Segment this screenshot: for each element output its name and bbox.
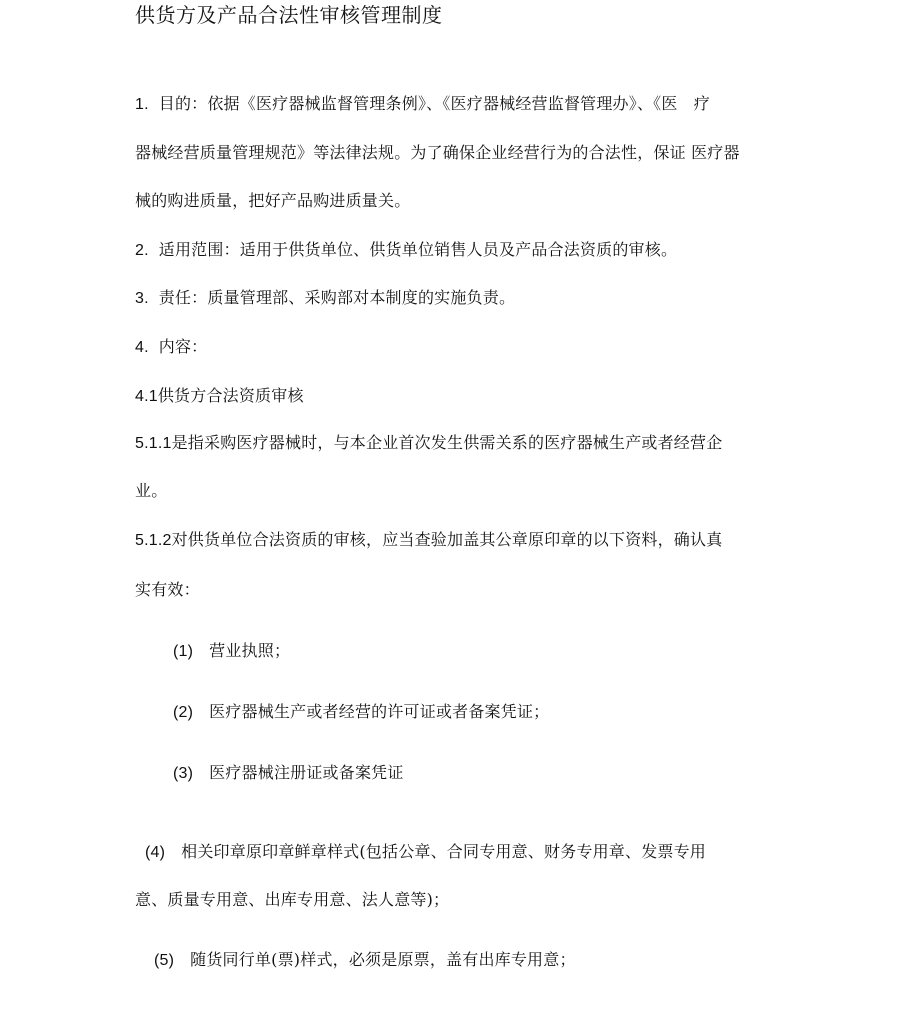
- section-3-number: 3.: [135, 290, 149, 307]
- section-2-number: 2.: [135, 242, 149, 259]
- section-4-1-number: 4.1: [135, 388, 158, 405]
- list-item-number: (1): [173, 643, 194, 660]
- section-3: [135, 288, 515, 309]
- section-4: [135, 337, 207, 358]
- section-4-1-text: 供货方合法资质审核: [157, 386, 304, 405]
- list-item-text: 医疗器械注册证或备案凭证: [209, 763, 404, 782]
- list-item-text: 营业执照；: [209, 641, 291, 660]
- section-1-line-1: [135, 94, 710, 115]
- section-4-text: 内容：: [158, 337, 208, 356]
- section-4-1: [135, 386, 304, 407]
- list-item: [173, 702, 549, 723]
- list-item: [173, 763, 404, 784]
- section-5-1-1-number: 5.1.1: [135, 435, 172, 452]
- list-item: [173, 641, 290, 662]
- list-item-number: (5): [154, 952, 175, 969]
- list-item-number: (4): [145, 844, 166, 861]
- section-5-1-2-line-1: [135, 530, 722, 551]
- list-item-text: 医疗器械生产或者经营的许可证或者备案凭证；: [209, 702, 550, 721]
- list-item-text-2: 意、质量专用意、出库专用意、法人意等)；: [135, 890, 450, 909]
- section-1-text-2: 器械经营质量管理规范》等法律法规。为了确保企业经营行为的合法性，保证 医疗器: [135, 143, 740, 162]
- section-4-number: 4.: [135, 339, 149, 356]
- section-2-text: 适用范围：适用于供货单位、供货单位销售人员及产品合法资质的审核。: [158, 240, 678, 259]
- section-1-text-3: 械的购进质量，把好产品购进质量关。: [135, 191, 411, 210]
- section-5-1-1-text-2: 业。: [135, 481, 168, 500]
- section-1-number: 1.: [135, 96, 149, 113]
- list-item: [145, 842, 706, 863]
- list-item-number: (3): [173, 765, 194, 782]
- section-1-text-1: 目的：依据《医疗器械监督管理条例》、《医疗器械经营监督管理办》、《医 疗: [158, 94, 710, 113]
- section-3-text: 责任：质量管理部、采购部对本制度的实施负责。: [158, 288, 516, 307]
- section-5-1-2-number: 5.1.2: [135, 532, 172, 549]
- section-2: [135, 240, 677, 261]
- list-item: [154, 950, 576, 971]
- section-5-1-1-line-1: [135, 433, 722, 454]
- list-item-number: (2): [173, 704, 194, 721]
- section-5-1-1-text-1: 是指采购医疗器械时，与本企业首次发生供需关系的医疗器械生产或者经营企: [171, 433, 723, 452]
- section-5-1-2-text-1: 对供货单位合法资质的审核，应当查验加盖其公章原印章的以下资料，确认真: [171, 530, 723, 549]
- list-item-text: 随货同行单(票)样式，必须是原票，盖有出库专用意；: [190, 950, 576, 969]
- list-item-text-1: 相关印章原印章鲜章样式(包括公章、合同专用意、财务专用章、发票专用: [181, 842, 706, 861]
- document-title: 供货方及产品合法性审核管理制度: [135, 3, 443, 27]
- section-5-1-2-text-2: 实有效：: [135, 580, 200, 599]
